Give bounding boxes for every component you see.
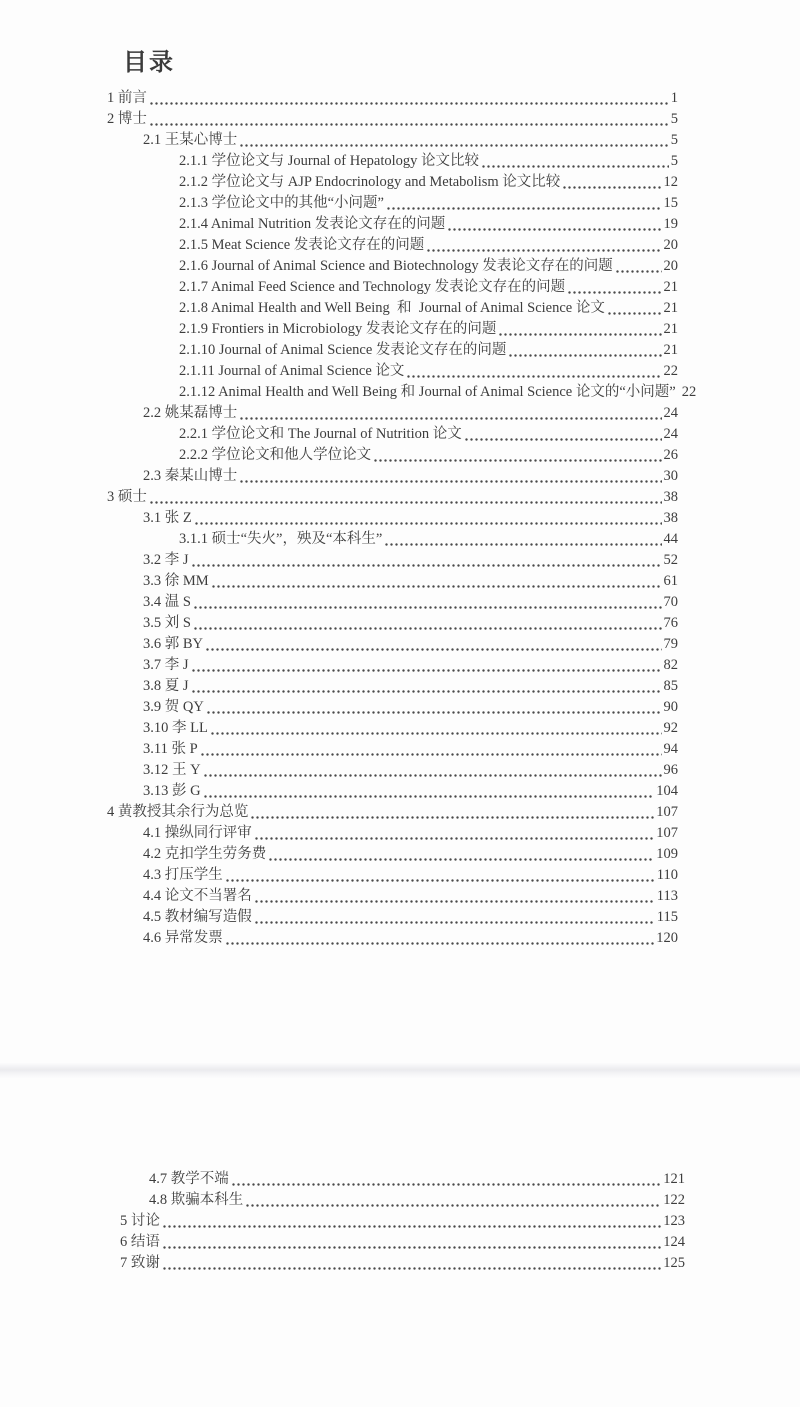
toc-entry-label: 3.9 贺 QY (143, 699, 204, 715)
toc-page-number: 20 (663, 258, 678, 274)
toc-leader-dots (160, 1211, 663, 1232)
toc-leader-dots (208, 718, 664, 739)
toc-entry-label: 2.1 王某心博士 (143, 132, 238, 148)
toc-entry-label: 3.13 彭 G (143, 783, 201, 799)
toc-entry (107, 88, 678, 109)
toc-entry (107, 508, 678, 529)
toc-leader-dots (147, 88, 671, 109)
toc-entry-label: 2.1.3 学位论文中的其他“小问题” (179, 195, 384, 211)
toc-page-number: 107 (656, 825, 678, 841)
toc-leader-dots (223, 928, 657, 949)
toc-entry (107, 781, 678, 802)
toc-entry-label: 2.1.7 Animal Feed Science and Technology 发表论文存在的问题 (179, 279, 566, 295)
toc-entry (107, 277, 678, 298)
toc-page-number: 120 (656, 930, 678, 946)
toc-entry (120, 1253, 685, 1274)
toc-entry (107, 886, 678, 907)
toc-entry (107, 298, 678, 319)
toc-leader-dots (147, 487, 664, 508)
toc-page-number: 90 (663, 699, 678, 715)
toc-leader-dots (209, 571, 664, 592)
toc-entry (107, 928, 678, 949)
toc-entry-label: 2.2.1 学位论文和 The Journal of Nutrition 论文 (179, 426, 462, 442)
toc-leader-dots (191, 592, 664, 613)
toc-entry (107, 382, 697, 403)
toc-entry-label: 4.8 欺骗本科生 (149, 1192, 244, 1208)
toc-entry-label: 3.4 温 S (143, 594, 191, 610)
toc-page-number: 5 (670, 153, 678, 169)
toc-page-number: 121 (663, 1171, 685, 1187)
toc-page-number: 124 (663, 1234, 685, 1250)
toc-entry-label: 2.1.4 Animal Nutrition 发表论文存在的问题 (179, 216, 446, 232)
toc-page-number: 125 (663, 1255, 685, 1271)
toc-entry-label: 3.12 王 Y (143, 762, 201, 778)
toc-page-number: 21 (663, 279, 678, 295)
toc-leader-dots (243, 1190, 663, 1211)
toc-leader-dots (560, 172, 663, 193)
toc-entry (120, 1211, 685, 1232)
toc-page-number: 94 (663, 741, 678, 757)
toc-leader-dots (191, 613, 664, 634)
toc-page-number: 85 (663, 678, 678, 694)
toc-entry-label: 2.1.11 Journal of Animal Science 论文 (179, 363, 405, 379)
toc-entry-label: 2 博士 (107, 111, 147, 127)
toc-entry-label: 4.3 打压学生 (143, 867, 223, 883)
toc-list-page-2 (120, 1169, 685, 1274)
toc-leader-dots (565, 277, 663, 298)
toc-leader-dots (382, 529, 663, 550)
toc-entry (107, 655, 678, 676)
toc-page-number: 82 (663, 657, 678, 673)
toc-page-number: 52 (663, 552, 678, 568)
toc-page-number: 21 (663, 321, 678, 337)
toc-entry-label: 2.2 姚某磊博士 (143, 405, 238, 421)
toc-entry (107, 802, 678, 823)
toc-leader-dots (445, 214, 663, 235)
toc-leader-dots (160, 1253, 663, 1274)
toc-leader-dots (189, 655, 664, 676)
toc-entry (107, 403, 678, 424)
toc-page-number: 70 (663, 594, 678, 610)
toc-leader-dots (424, 235, 663, 256)
toc-page-number: 24 (663, 426, 678, 442)
toc-entry-label: 3 硕士 (107, 489, 147, 505)
toc-page-number: 15 (663, 195, 678, 211)
toc-page-number: 30 (663, 468, 678, 484)
toc-entry-label: 1 前言 (107, 90, 147, 106)
toc-entry-label: 4.4 论文不当署名 (143, 888, 252, 904)
toc-page-number: 22 (681, 384, 697, 400)
toc-entry-label: 2.3 秦某山博士 (143, 468, 238, 484)
toc-entry-label: 3.5 刘 S (143, 615, 191, 631)
toc-leader-dots (676, 382, 682, 403)
toc-entry-label: 2.1.10 Journal of Animal Science 发表论文存在的问题 (179, 342, 507, 358)
toc-page-number: 76 (663, 615, 678, 631)
toc-leader-dots (201, 760, 664, 781)
toc-entry (120, 1190, 685, 1211)
toc-page-number: 96 (663, 762, 678, 778)
toc-entry-label: 3.2 李 J (143, 552, 189, 568)
toc-leader-dots (201, 781, 657, 802)
toc-leader-dots (462, 424, 664, 445)
toc-entry-label: 2.1.2 学位论文与 AJP Endocrinology and Metabolism 论文比较 (179, 174, 561, 190)
toc-leader-dots (371, 445, 663, 466)
toc-entry-label: 4.1 操纵同行评审 (143, 825, 252, 841)
toc-leader-dots (506, 340, 663, 361)
toc-leader-dots (248, 802, 656, 823)
toc-entry (107, 193, 678, 214)
toc-entry (107, 235, 678, 256)
toc-entry (120, 1169, 685, 1190)
toc-entry (107, 445, 678, 466)
toc-entry-label: 2.1.6 Journal of Animal Science and Biotechnology 发表论文存在的问题 (179, 258, 613, 274)
toc-entry-label: 2.1.12 Animal Health and Well Being 和 Journal of Animal Science 论文的“小问题” (179, 384, 676, 400)
toc-page-number: 115 (656, 909, 678, 925)
toc-page-number: 5 (670, 132, 678, 148)
toc-page-number: 107 (656, 804, 678, 820)
toc-page-number: 38 (663, 489, 678, 505)
toc-page-number: 92 (663, 720, 678, 736)
toc-entry (107, 634, 678, 655)
toc-entry-label: 2.1.9 Frontiers in Microbiology 发表论文存在的问题 (179, 321, 497, 337)
toc-entry (107, 214, 678, 235)
toc-entry-label: 6 结语 (120, 1234, 160, 1250)
toc-leader-dots (237, 403, 663, 424)
toc-page-number: 21 (663, 300, 678, 316)
toc-leader-dots (192, 508, 664, 529)
toc-entry (107, 172, 678, 193)
toc-entry (107, 613, 678, 634)
toc-entry-label: 2.1.8 Animal Health and Well Being 和 Journal of Animal Science 论文 (179, 300, 605, 316)
toc-leader-dots (189, 550, 664, 571)
toc-leader-dots (384, 193, 664, 214)
toc-entry-label: 4.7 教学不端 (149, 1171, 229, 1187)
toc-leader-dots (479, 151, 671, 172)
toc-entry (107, 592, 678, 613)
toc-entry (107, 529, 678, 550)
toc-leader-dots (404, 361, 663, 382)
toc-leader-dots (605, 298, 664, 319)
toc-page-number: 21 (663, 342, 678, 358)
toc-entry-label: 3.1 张 Z (143, 510, 192, 526)
toc-entry-label: 4.6 异常发票 (143, 930, 223, 946)
toc-page-number: 123 (663, 1213, 685, 1229)
toc-page-number: 44 (663, 531, 678, 547)
toc-page-number: 22 (663, 363, 678, 379)
toc-leader-dots (237, 130, 671, 151)
toc-entry-label: 3.8 夏 J (143, 678, 189, 694)
toc-leader-dots (203, 634, 663, 655)
toc-page-number: 5 (670, 111, 678, 127)
toc-entry (107, 151, 678, 172)
toc-entry (107, 466, 678, 487)
toc-title: 目录 (123, 50, 175, 76)
toc-entry (107, 487, 678, 508)
toc-entry-label: 4.2 克扣学生劳务费 (143, 846, 267, 862)
toc-entry (107, 130, 678, 151)
toc-entry (107, 550, 678, 571)
toc-leader-dots (160, 1232, 663, 1253)
toc-page-number: 12 (663, 174, 678, 190)
toc-leader-dots (189, 676, 664, 697)
toc-entry (107, 109, 678, 130)
page-break-shadow (0, 1063, 800, 1078)
toc-entry-label: 3.1.1 硕士“失火”，殃及“本科生” (179, 531, 383, 547)
document-page-2 (0, 1078, 800, 1407)
toc-entry-label: 7 致谢 (120, 1255, 160, 1271)
toc-entry-label: 2.1.1 学位论文与 Journal of Hepatology 论文比较 (179, 153, 480, 169)
toc-page-number: 122 (663, 1192, 685, 1208)
toc-entry-label: 4 黄教授其余行为总览 (107, 804, 249, 820)
toc-page-number: 1 (670, 90, 678, 106)
toc-entry-label: 3.3 徐 MM (143, 573, 209, 589)
toc-page-number: 24 (663, 405, 678, 421)
toc-entry (107, 361, 678, 382)
toc-entry (107, 907, 678, 928)
toc-leader-dots (252, 823, 657, 844)
toc-page-number: 113 (656, 888, 678, 904)
toc-page-number: 38 (663, 510, 678, 526)
toc-entry (107, 844, 678, 865)
toc-entry (107, 424, 678, 445)
toc-entry (107, 340, 678, 361)
toc-page-number: 109 (656, 846, 678, 862)
toc-entry-label: 4.5 教材编写造假 (143, 909, 252, 925)
toc-entry (107, 319, 678, 340)
toc-entry (107, 571, 678, 592)
toc-page-number: 19 (663, 216, 678, 232)
toc-entry (107, 676, 678, 697)
toc-page-number: 110 (656, 867, 678, 883)
toc-leader-dots (223, 865, 657, 886)
toc-entry-label: 3.11 张 P (143, 741, 198, 757)
toc-page-number: 104 (656, 783, 678, 799)
toc-leader-dots (229, 1169, 664, 1190)
toc-entry (107, 718, 678, 739)
toc-entry-label: 2.2.2 学位论文和他人学位论文 (179, 447, 372, 463)
toc-entry-label: 3.10 李 LL (143, 720, 208, 736)
toc-leader-dots (198, 739, 664, 760)
toc-leader-dots (204, 697, 664, 718)
toc-leader-dots (252, 886, 657, 907)
toc-entry (107, 739, 678, 760)
toc-entry (107, 760, 678, 781)
toc-entry-label: 3.7 李 J (143, 657, 189, 673)
toc-leader-dots (147, 109, 671, 130)
toc-leader-dots (252, 907, 657, 928)
toc-page-number: 26 (663, 447, 678, 463)
toc-list-page-1 (107, 88, 697, 949)
toc-page-number: 61 (663, 573, 678, 589)
toc-entry-label: 2.1.5 Meat Science 发表论文存在的问题 (179, 237, 425, 253)
toc-leader-dots (613, 256, 664, 277)
toc-entry-label: 5 讨论 (120, 1213, 160, 1229)
toc-entry (107, 865, 678, 886)
toc-page-number: 20 (663, 237, 678, 253)
toc-leader-dots (266, 844, 656, 865)
toc-leader-dots (237, 466, 663, 487)
toc-entry (107, 823, 678, 844)
toc-entry (107, 256, 678, 277)
toc-entry (120, 1232, 685, 1253)
toc-entry-label: 3.6 郭 BY (143, 636, 204, 652)
toc-leader-dots (496, 319, 663, 340)
toc-page-number: 79 (663, 636, 678, 652)
toc-entry (107, 697, 678, 718)
